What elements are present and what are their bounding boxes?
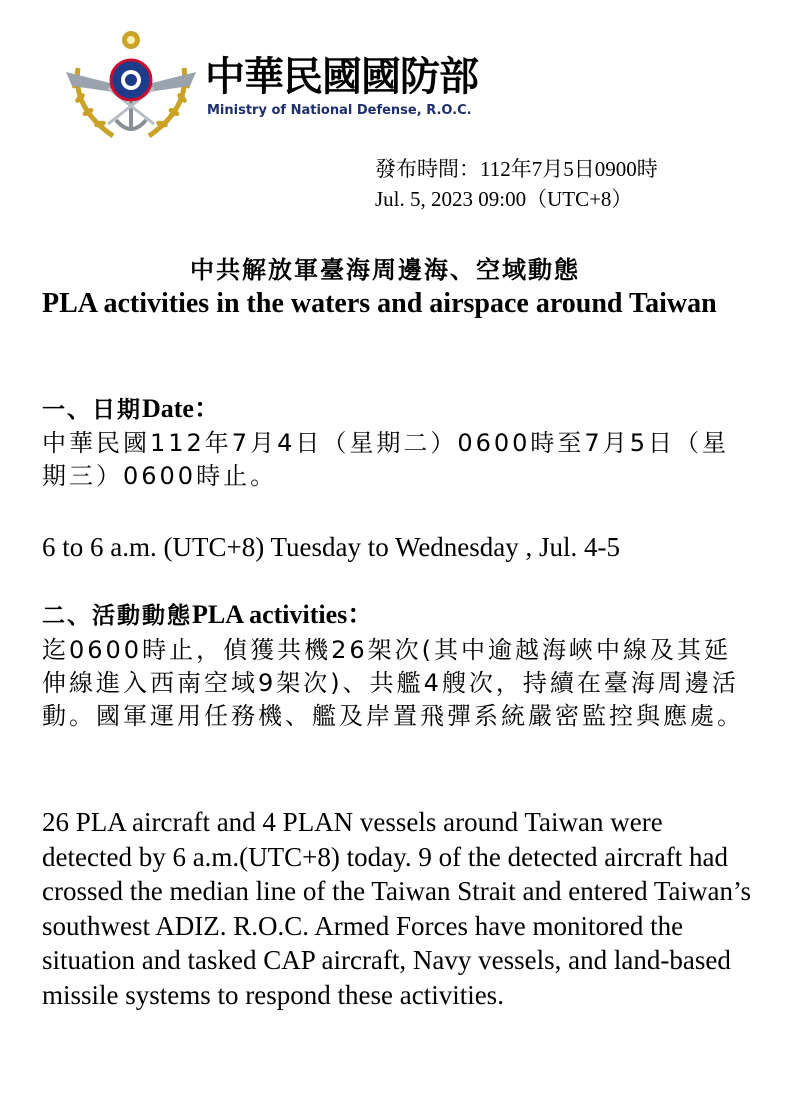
section2-heading-zh: 二、活動動態 <box>42 603 192 629</box>
org-name-zh: 中華民國國防部 <box>205 54 478 100</box>
section2-body-en: 26 PLA aircraft and 4 PLAN vessels around Taiwan were detected by 6 a.m.(UTC+8) today. 9 of the detected aircraft had crossed the median line of the Taiwan Strait and entered Taiwan’s southwest ADIZ. R.O.C. Armed Forces have monitored the situation and tasked CAP aircraft, Navy vessels, and land-based missile systems to respond these activities. <box>42 807 752 1010</box>
title-zh: 中共解放軍臺海周邊海、空域動態 <box>190 256 580 284</box>
release-time-zh: 發布時間：112年7月5日0900時 <box>375 157 658 181</box>
release-time-en: Jul. 5, 2023 09:00（UTC+8） <box>375 187 633 211</box>
release-time <box>375 154 658 214</box>
section1-heading-en: Date： <box>142 394 220 423</box>
org-name-en: Ministry of National Defense, R.O.C. <box>207 103 472 118</box>
section1-body-en: 6 to 6 a.m. (UTC+8) Tuesday to Wednesday , Jul. 4-5 <box>42 532 621 562</box>
mnd-emblem-icon <box>58 28 204 146</box>
section1-heading <box>42 392 220 427</box>
section2-body-zh: 迄0600時止，偵獲共機26架次(其中逾越海峽中線及其延伸線進入西南空域9架次)、共艦4艘次，持續在臺海周邊活動。國軍運用任務機、艦及岸置飛彈系統嚴密監控與應處。 <box>42 636 744 730</box>
title-en: PLA activities in the waters and airspace around Taiwan <box>42 288 717 319</box>
section1-heading-zh: 一、日期 <box>42 397 142 423</box>
section2-heading <box>42 598 373 633</box>
section1-body-zh: 中華民國112年7月4日（星期二）0600時至7月5日（星期三）0600時止。 <box>42 429 729 490</box>
section2-heading-en: PLA activities： <box>192 600 374 629</box>
